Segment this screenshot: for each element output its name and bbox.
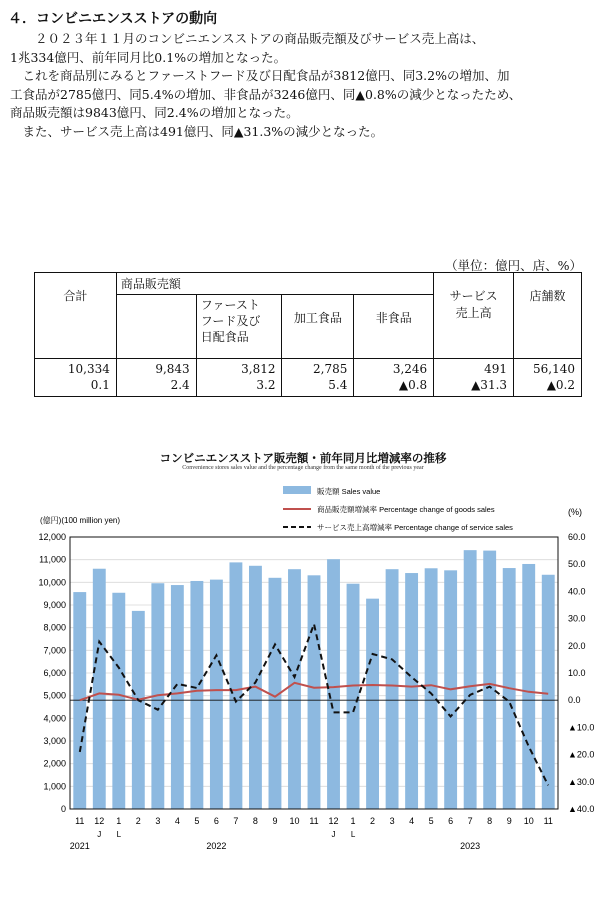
x-tick-label: 9	[272, 816, 278, 826]
sales-bar	[522, 564, 535, 809]
header-fastfood	[196, 295, 282, 359]
x-tick-label: 3	[389, 816, 395, 826]
left-tick-label: 4,000	[43, 713, 66, 724]
paragraph-line: また、サービス売上高は491億円、同▲31.3%の減少となった。	[22, 123, 384, 139]
x-jl-label: J	[331, 830, 336, 839]
x-tick-label: 10	[523, 816, 534, 826]
legend-bar-swatch	[283, 486, 311, 494]
x-tick-label: 3	[155, 816, 161, 826]
value-total: 10,334	[35, 359, 117, 378]
right-tick-label: ▲30.0	[568, 776, 595, 787]
sales-table	[34, 272, 582, 397]
sales-bar	[112, 593, 125, 809]
right-axis-label: (%)	[568, 507, 582, 517]
x-tick-label: 11	[543, 816, 553, 826]
x-tick-label: 12	[328, 816, 339, 826]
left-tick-label: 3,000	[43, 736, 66, 746]
x-tick-label: 6	[213, 816, 219, 826]
sales-bar	[229, 562, 242, 809]
right-tick-label: ▲10.0	[568, 722, 595, 733]
left-axis-label: (億円)(100 million yen)	[40, 516, 121, 525]
sales-bar	[366, 599, 379, 809]
legend-service-label: サービス売上高増減率 Percentage change of service sales	[317, 523, 513, 532]
chart-title: コンビニエンスストア販売額・前年同月比増減率の推移	[159, 451, 447, 465]
sales-bar	[327, 559, 340, 809]
left-tick-label: 0	[60, 804, 66, 814]
x-tick-label: 2	[135, 816, 141, 826]
x-tick-label: 11	[309, 816, 319, 826]
x-tick-label: 10	[289, 816, 300, 826]
x-tick-label: 4	[174, 816, 180, 826]
x-tick-label: 8	[487, 816, 493, 826]
paragraph-line: これを商品別にみるとファーストフード及び日配食品が3812億円、同3.2%の増加、加	[22, 68, 510, 83]
right-tick-label: ▲20.0	[568, 749, 595, 760]
right-tick-label: 60.0	[568, 532, 586, 542]
x-tick-label: 12	[94, 816, 105, 826]
paragraph-line: 1兆334億円、前年同月比0.1%の増加となった。	[10, 49, 287, 65]
left-tick-label: 7,000	[43, 645, 66, 656]
right-tick-label: 10.0	[568, 668, 586, 678]
paragraph-line: ２０２３年１１月のコンビニエンスストアの商品販売額及びサービス売上高は、	[35, 31, 485, 46]
legend-goods-label: 商品販売額増減率 Percentage change of goods sales	[317, 505, 495, 514]
value-nonfood: 3,246	[354, 359, 434, 378]
summary-text	[10, 30, 590, 141]
x-tick-label: 1	[350, 816, 356, 826]
x-tick-label: 5	[428, 816, 434, 826]
header-service-line: サービス	[449, 289, 498, 303]
header-service-line: 売上高	[455, 306, 492, 320]
header-fastfood-line: フード及び	[200, 314, 261, 328]
x-tick-label: 1	[116, 816, 122, 826]
x-tick-label: 5	[194, 816, 200, 826]
sales-bar	[132, 611, 145, 809]
sales-bar	[308, 575, 321, 809]
left-tick-label: 12,000	[38, 532, 66, 542]
sales-bar	[483, 551, 496, 809]
x-year-label: 2022	[206, 841, 227, 851]
value-goods: 9,843	[116, 359, 196, 378]
paragraph-line: 工食品が2785億円、同5.4%の増加、非食品が3246億円、同▲0.8%の減少となったため、	[10, 86, 522, 102]
sales-bar	[542, 575, 555, 809]
chart-legend	[283, 486, 513, 532]
right-tick-label: 0.0	[568, 695, 581, 706]
value-stores: 56,140	[514, 359, 582, 378]
sales-bar	[425, 568, 438, 809]
left-tick-label: 1,000	[43, 781, 66, 792]
x-tick-label: 11	[75, 816, 85, 826]
sales-bar	[190, 581, 203, 809]
right-tick-label: 40.0	[568, 586, 586, 597]
right-tick-label: 30.0	[568, 613, 586, 624]
section-heading: ４．コンビニエンスストアの動向	[8, 11, 218, 27]
sales-bar	[386, 569, 399, 809]
left-tick-label: 10,000	[38, 577, 66, 588]
left-tick-label: 5,000	[43, 690, 66, 701]
sales-bar	[464, 550, 477, 809]
header-fastfood-line: 日配食品	[200, 330, 249, 344]
right-tick-label: ▲40.0	[568, 804, 595, 814]
change-goods: 2.4	[116, 377, 196, 397]
sales-bar	[210, 580, 223, 809]
change-total: 0.1	[35, 377, 117, 397]
sales-bar	[171, 585, 184, 809]
chart-subtitle: Convenience stores sales value and the percentage change from the same month of the previous year	[182, 465, 424, 471]
right-tick-label: 50.0	[568, 559, 586, 570]
paragraph-line: 商品販売額は9843億円、同2.4%の増加となった。	[10, 105, 299, 120]
x-jl-label: L	[116, 830, 122, 839]
sales-chart	[0, 478, 606, 904]
header-spacer	[116, 295, 196, 359]
x-tick-label: 6	[448, 816, 454, 826]
header-service	[434, 273, 514, 359]
change-stores: ▲0.2	[514, 377, 582, 397]
header-processed: 加工食品	[282, 295, 354, 359]
left-tick-label: 8,000	[43, 622, 66, 633]
change-service: ▲31.3	[434, 377, 514, 397]
change-nonfood: ▲0.8	[354, 377, 434, 397]
value-fastfood: 3,812	[196, 359, 282, 378]
value-processed: 2,785	[282, 359, 354, 378]
right-tick-label: 20.0	[568, 640, 586, 651]
change-processed: 5.4	[282, 377, 354, 397]
header-goods: 商品販売額	[116, 273, 433, 295]
left-tick-label: 2,000	[43, 758, 66, 769]
left-tick-label: 9,000	[43, 600, 66, 610]
sales-bar	[347, 584, 360, 809]
x-jl-label: L	[350, 830, 356, 839]
header-fastfood-line: ファースト	[200, 298, 260, 312]
sales-bar	[405, 573, 418, 809]
change-fastfood: 3.2	[196, 377, 282, 397]
x-tick-label: 8	[252, 816, 258, 826]
x-tick-label: 7	[467, 816, 473, 826]
header-stores: 店舗数	[514, 273, 582, 359]
x-tick-label: 2	[370, 816, 376, 826]
value-service: 491	[434, 359, 514, 378]
x-tick-label: 4	[409, 816, 415, 826]
left-tick-label: 6,000	[43, 668, 66, 678]
sales-bar	[288, 569, 301, 809]
x-tick-label: 7	[233, 816, 239, 826]
x-jl-label: J	[97, 830, 102, 839]
header-total: 合計	[35, 273, 117, 359]
left-tick-label: 11,000	[39, 554, 66, 565]
sales-bar	[93, 569, 106, 809]
x-year-label: 2021	[69, 841, 90, 851]
table-unit-label: （単位：億円、店、%）	[445, 258, 582, 273]
chart-plot-area	[70, 537, 558, 809]
header-nonfood: 非食品	[354, 295, 434, 359]
x-tick-label: 9	[506, 816, 512, 826]
x-year-label: 2023	[460, 841, 481, 851]
legend-sales-label: 販売額 Sales value	[317, 487, 381, 496]
